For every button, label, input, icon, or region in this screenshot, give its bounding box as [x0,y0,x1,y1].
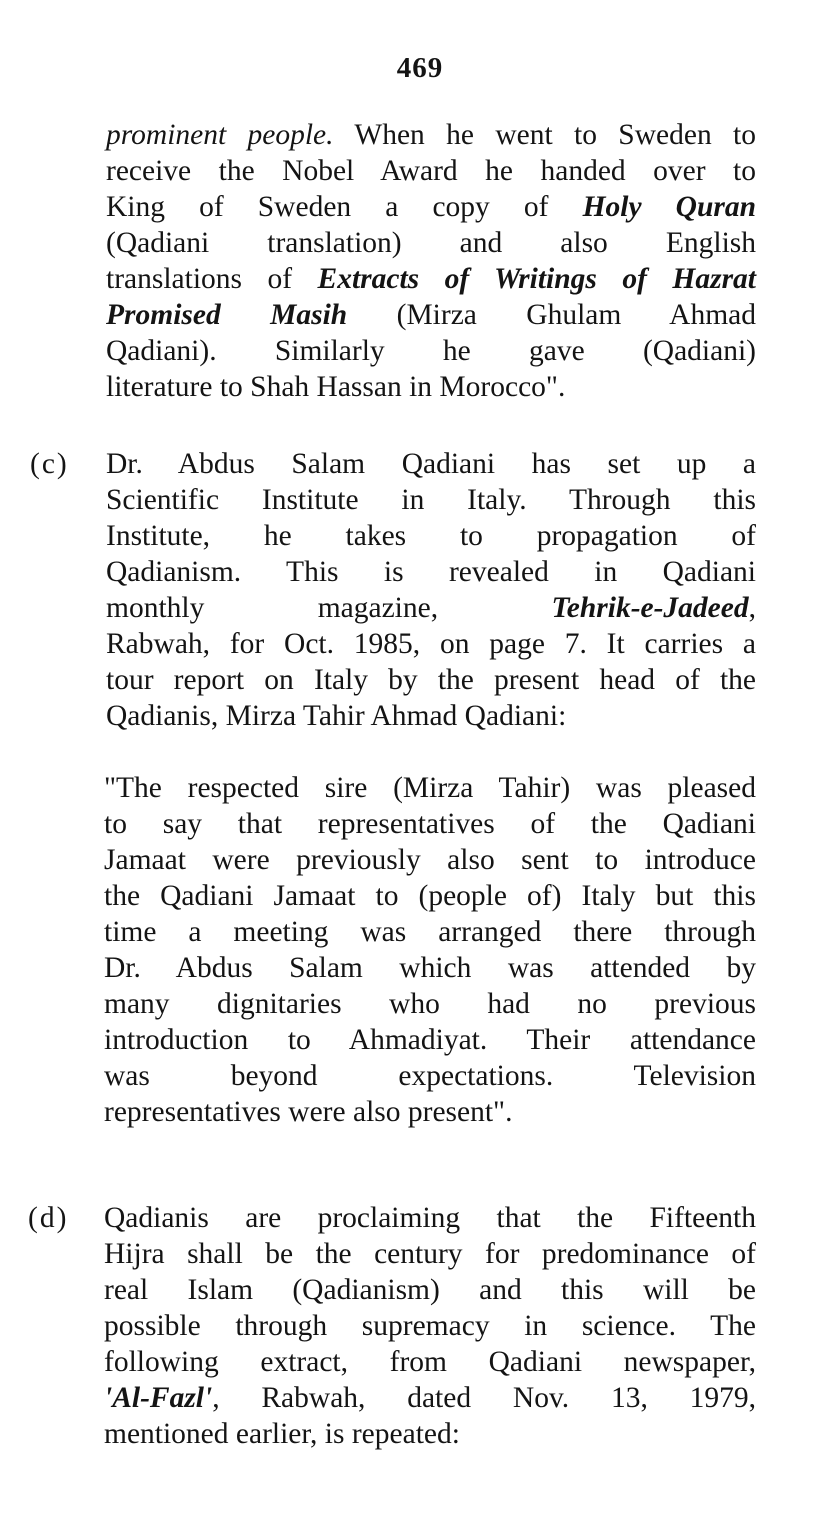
line-text: , Rabwah, dated Nov. 13, 1979, [212,1382,756,1414]
line-text: King of Sweden a copy of [106,191,583,223]
text-line: Jamaat were previously also sent to introduce [104,844,756,876]
book-title: Extracts of Writings of Hazrat [317,263,756,295]
item-d-paragraph [104,1200,756,1452]
text-line: to say that representatives of the Qadiani [104,808,756,840]
text-line: real Islam (Qadianism) and this will be [104,1274,756,1306]
line-text: , [748,592,756,624]
book-title: Holy Quran [582,191,756,223]
text-line: Institute, he takes to propagation of [106,520,756,552]
text-line: following extract, from Qadiani newspaper, [104,1346,756,1378]
item-c-paragraph [106,446,756,734]
text-line: receive the Nobel Award he handed over to [106,155,756,187]
text-line: Qadianis are proclaiming that the Fifteenth [104,1202,756,1234]
text-line: Qadianis, Mirza Tahir Ahmad Qadiani: [106,700,567,732]
text-line [106,590,756,626]
text-line: many dignitaries who had no previous [104,988,756,1020]
item-label-c: (c) [30,448,69,480]
emphasis-text: prominent people. [106,119,334,151]
text-line [106,117,756,153]
line-text: monthly magazine, [106,592,552,624]
page-number: 469 [396,52,444,84]
magazine-title: Tehrik-e-Jadeed [551,592,749,624]
text-line: Scientific Institute in Italy. Through this [106,484,756,516]
text-line: Rabwah, for Oct. 1985, on page 7. It carries a [106,628,756,660]
text-line: (Qadiani translation) and also English [106,227,756,259]
text-line: literature to Shah Hassan in Morocco". [106,371,566,403]
text-line [104,1380,756,1416]
text-line: Qadianism. This is revealed in Qadiani [106,556,756,588]
text-line: Hijra shall be the century for predominance of [104,1238,756,1270]
continuation-paragraph [106,117,756,405]
text-line: introduction to Ahmadiyat. Their attendance [104,1024,756,1056]
text-line: "The respected sire (Mirza Tahir) was pleased [104,772,756,804]
book-title: Promised Masih [106,299,348,331]
text-line: possible through supremacy in science. The [104,1310,756,1342]
line-text: translations of [106,263,318,295]
text-line: Dr. Abdus Salam which was attended by [104,952,756,984]
text-line: time a meeting was arranged there through [104,916,756,948]
text-line: Dr. Abdus Salam Qadiani has set up a [106,448,756,480]
text-line [106,189,756,225]
line-text: (Mirza Ghulam Ahmad [347,299,756,331]
text-line [106,261,756,297]
item-label-d: (d) [28,1202,69,1234]
quote-paragraph [104,770,756,1130]
text-line: tour report on Italy by the present head of the [106,664,756,696]
text-line: representatives were also present". [104,1096,513,1128]
text-line: mentioned earlier, is repeated: [104,1418,460,1450]
text-line [106,297,756,333]
newspaper-title: 'Al-Fazl' [104,1382,213,1414]
text-line: was beyond expectations. Television [104,1060,756,1092]
text-line: Qadiani). Similarly he gave (Qadiani) [106,335,756,367]
line-text: When he went to Sweden to [333,119,756,151]
text-line: the Qadiani Jamaat to (people of) Italy but this [104,880,756,912]
